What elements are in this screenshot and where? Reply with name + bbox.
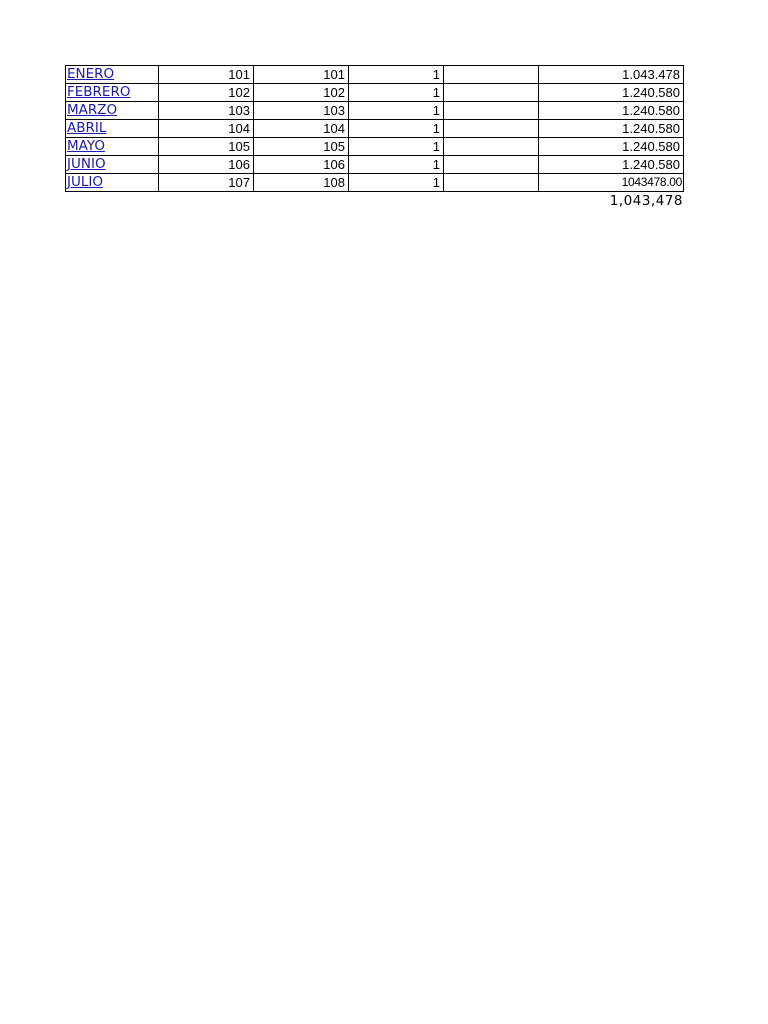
month-link-junio[interactable]: JUNIO — [67, 156, 106, 172]
value-cell: 107 — [159, 174, 254, 192]
value-cell: 104 — [159, 120, 254, 138]
value-cell: 105 — [159, 138, 254, 156]
value-cell: 106 — [254, 156, 349, 174]
value-cell: 105 — [254, 138, 349, 156]
value-cell: 1 — [349, 102, 444, 120]
value-cell: 106 — [159, 156, 254, 174]
empty-cell — [444, 120, 539, 138]
amount-cell: 1.240.580 — [539, 156, 684, 174]
empty-cell — [444, 66, 539, 84]
month-link-enero[interactable]: ENERO — [67, 66, 115, 82]
empty-cell — [444, 138, 539, 156]
value-cell: 1 — [349, 138, 444, 156]
value-cell: 101 — [254, 66, 349, 84]
empty-cell — [444, 174, 539, 192]
amount-cell: 1043478.00 — [539, 174, 684, 192]
data-table — [65, 65, 684, 192]
value-cell: 1 — [349, 156, 444, 174]
value-cell: 1 — [349, 66, 444, 84]
month-cell — [66, 174, 159, 192]
value-cell: 1 — [349, 174, 444, 192]
month-cell — [66, 84, 159, 102]
amount-cell: 1.240.580 — [539, 120, 684, 138]
empty-cell — [444, 84, 539, 102]
table-row — [66, 156, 684, 174]
value-cell: 102 — [159, 84, 254, 102]
value-cell: 102 — [254, 84, 349, 102]
value-cell: 1 — [349, 84, 444, 102]
value-cell: 1 — [349, 120, 444, 138]
month-cell — [66, 66, 159, 84]
month-cell — [66, 138, 159, 156]
table-row — [66, 174, 684, 192]
table-row — [66, 102, 684, 120]
month-link-mayo[interactable]: MAYO — [67, 138, 105, 154]
month-cell — [66, 120, 159, 138]
month-link-julio[interactable]: JULIO — [67, 174, 103, 190]
total-value: 1,043,478 — [609, 193, 683, 209]
value-cell: 104 — [254, 120, 349, 138]
spreadsheet-area — [65, 65, 684, 209]
month-cell — [66, 102, 159, 120]
month-link-abril[interactable]: ABRIL — [67, 120, 107, 136]
month-link-febrero[interactable]: FEBRERO — [67, 84, 131, 100]
empty-cell — [444, 102, 539, 120]
table-row — [66, 66, 684, 84]
value-cell: 103 — [254, 102, 349, 120]
value-cell: 108 — [254, 174, 349, 192]
amount-cell: 1.043.478 — [539, 66, 684, 84]
value-cell: 101 — [159, 66, 254, 84]
empty-cell — [444, 156, 539, 174]
month-cell — [66, 156, 159, 174]
value-cell: 103 — [159, 102, 254, 120]
amount-cell: 1.240.580 — [539, 102, 684, 120]
month-link-marzo[interactable]: MARZO — [67, 102, 118, 118]
table-row — [66, 138, 684, 156]
amount-cell: 1.240.580 — [539, 84, 684, 102]
amount-cell: 1.240.580 — [539, 138, 684, 156]
table-row — [66, 120, 684, 138]
table-row — [66, 84, 684, 102]
